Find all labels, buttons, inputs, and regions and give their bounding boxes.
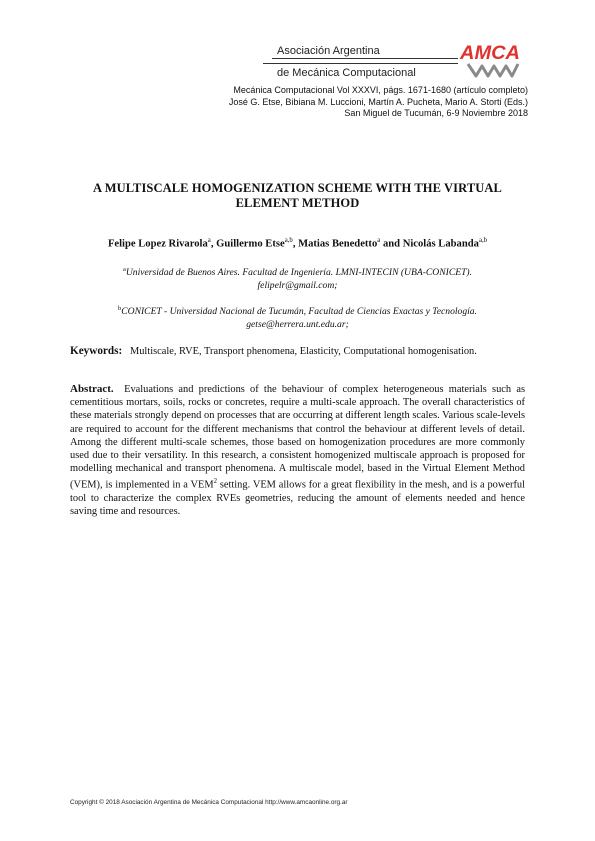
author-affil-marker: a — [377, 237, 381, 244]
author-list — [40, 237, 555, 250]
author-name: Guillermo Etse — [216, 238, 285, 250]
abstract-superscript: 2 — [213, 478, 218, 486]
header-top-rule — [272, 58, 458, 59]
abstract-paragraph — [70, 383, 525, 519]
abstract-text: Evaluations and predictions of the behaviour of complex heterogeneous materials such as cementitious mortars, soils, rocks or concretes, require a multi-scale approach. The overall characteristics of these materials strongly depend on processes that are occurring at different length scales. Various scale-levels are required to account for the different mechanisms that control the behaviour at different levels of detail. Among the different multi-scale schemes, those based on homogenization procedures are more commonly used due to their versatility. In this research, a consistent homogenized multiscale approach is proposed for modelling mechanical and transport phenomena. A multiscale model, based in the Virtual Element Method (VEM), is implemented in a VEM — [70, 384, 525, 491]
proceedings-volume: Mecánica Computacional Vol XXXVI, págs. 1671-1680 (artículo completo) — [233, 85, 528, 95]
author-name: Matias Benedetto — [298, 238, 378, 250]
author-affil-marker: a — [207, 237, 211, 244]
affiliation-email: getse@herrera.unt.edu.ar; — [246, 318, 349, 330]
abstract-text-continued: setting. VEM allows for a great flexibility in the mesh, and is a powerful tool to characterize the complex RVEs geometries, reducing the amount of elements needed and hence saving time and resources. — [70, 479, 525, 518]
keywords-paragraph — [70, 345, 525, 358]
affiliation-email: felipelr@gmail.com; — [257, 279, 338, 291]
author-separator: , — [210, 238, 217, 250]
amca-logo-text: AMCA — [458, 43, 520, 64]
paper-title — [60, 181, 535, 211]
footer-copyright: Copyright © 2018 Asociación Argentina de Mecánica Computacional http://www.amcaonline.org.ar — [70, 799, 348, 806]
amca-logo-wave — [468, 64, 518, 76]
author-name: Nicolás Labanda — [402, 238, 479, 250]
affiliation-a — [60, 264, 535, 292]
author-affil-marker: a,b — [284, 237, 293, 244]
association-name-line2: de Mecánica Computacional — [277, 67, 416, 79]
keywords-text: Multiscale, RVE, Transport phenomena, Elasticity, Computational homogenisation. — [130, 346, 477, 357]
header-middle-rule — [263, 63, 458, 64]
affiliation-marker: b — [118, 305, 122, 312]
author-separator: , — [292, 238, 299, 250]
paper-title-line1: A MULTISCALE HOMOGENIZATION SCHEME WITH THE VIRTUAL — [93, 181, 502, 195]
paper-title-line2: ELEMENT METHOD — [235, 196, 360, 210]
abstract-label: Abstract. — [70, 383, 114, 395]
proceedings-editors: José G. Etse, Bibiana M. Luccioni, Martín A. Pucheta, Mario A. Storti (Eds.) — [228, 96, 528, 107]
author-affil-marker: a,b — [478, 237, 488, 244]
author-name: Felipe Lopez Rivarola — [107, 238, 208, 250]
association-name-line1: Asociación Argentina — [277, 45, 380, 57]
author-conjunction: and — [380, 238, 403, 250]
affiliation-text: Universidad de Buenos Aires. Facultad de Ingeniería. LMNI-INTECIN (UBA-CONICET). — [125, 267, 473, 279]
proceedings-place-date: San Miguel de Tucumán, 6-9 Noviembre 2018 — [344, 108, 528, 118]
affiliation-text: CONICET - Universidad Nacional de Tucumán, Facultad de Ciencias Exactas y Tecnología. — [121, 306, 477, 318]
affiliation-marker: a — [122, 266, 126, 273]
affiliation-b — [60, 303, 535, 331]
proceedings-info — [229, 85, 528, 120]
keywords-label: Keywords: — [70, 345, 123, 357]
amca-logo — [458, 40, 524, 80]
